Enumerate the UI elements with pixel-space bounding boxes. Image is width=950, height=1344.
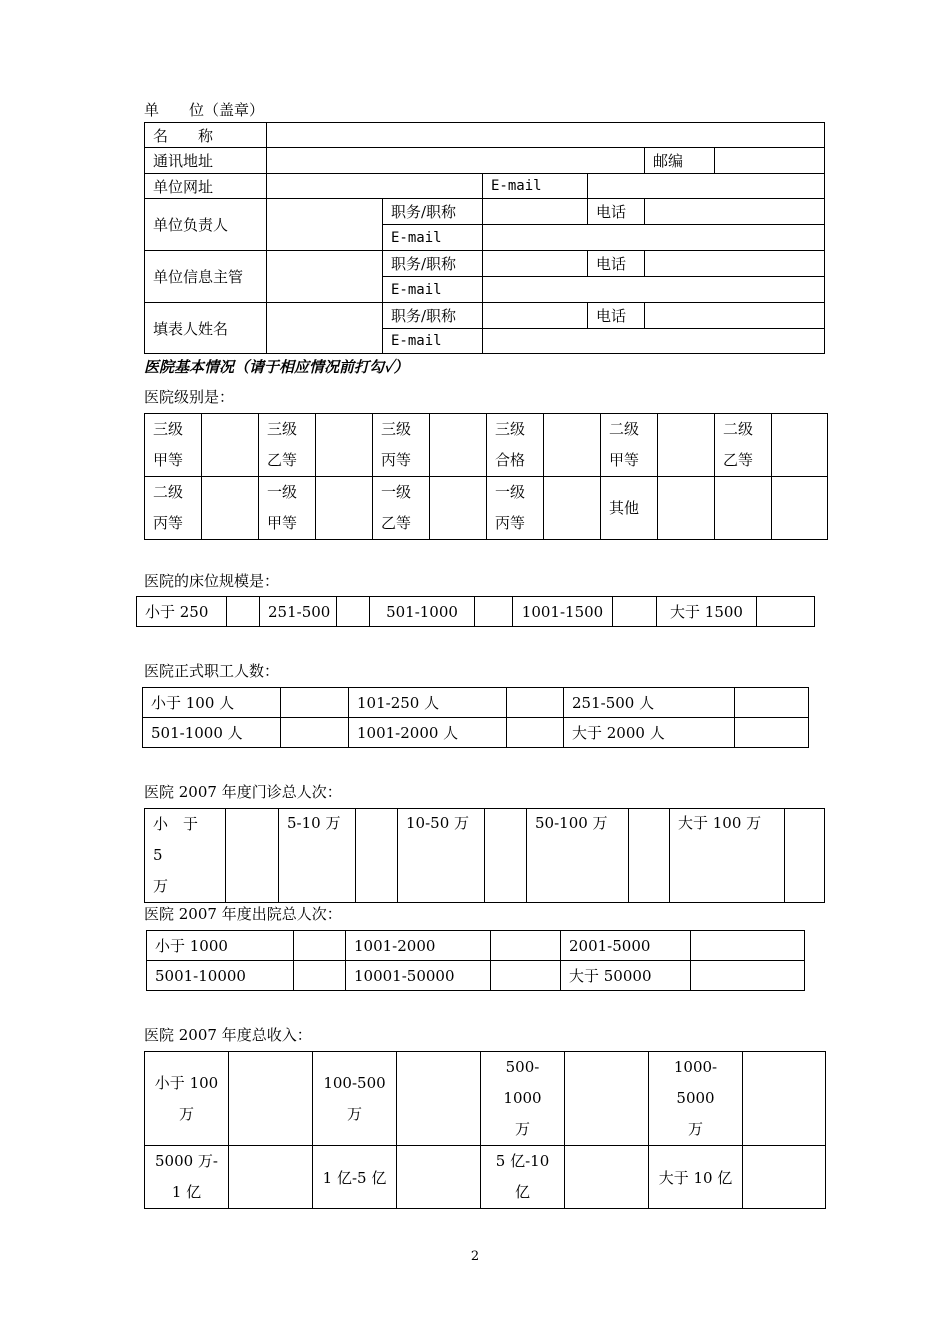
- filler-email-field[interactable]: [483, 329, 825, 354]
- beds-option-label: 小于 250: [137, 597, 227, 627]
- address-label: 通讯地址: [145, 148, 267, 174]
- staff-question: 医院正式职工人数：: [144, 662, 280, 680]
- revenue-checkbox[interactable]: [743, 1052, 826, 1146]
- beds-checkbox[interactable]: [475, 597, 513, 627]
- level-option-label: 三级 丙等: [373, 414, 430, 477]
- postcode-label: 邮编: [645, 148, 715, 174]
- website-field[interactable]: [267, 174, 483, 199]
- level-option-label: 二级 乙等: [715, 414, 772, 477]
- outpatient-checkbox[interactable]: [629, 809, 670, 903]
- level-table: [144, 413, 828, 540]
- level-checkbox[interactable]: [202, 477, 259, 540]
- outpatient-option-label: 小 于 5 万: [145, 809, 226, 903]
- it-head-position-label: 职务/职称: [383, 251, 483, 277]
- revenue-checkbox[interactable]: [565, 1052, 649, 1146]
- filler-label: 填表人姓名: [145, 303, 267, 354]
- discharge-option-label: 1001-2000: [346, 931, 491, 961]
- outpatient-checkbox[interactable]: [356, 809, 398, 903]
- revenue-option-label: 小于 100 万: [145, 1052, 229, 1146]
- contact-table: [144, 122, 825, 354]
- discharge-checkbox[interactable]: [491, 961, 561, 991]
- outpatient-table: [144, 808, 825, 903]
- level-question: 医院级别是：: [144, 388, 235, 406]
- beds-option-label: 251-500: [260, 597, 337, 627]
- revenue-question: 医院 2007 年度总收入：: [144, 1026, 312, 1044]
- staff-table: [142, 687, 809, 748]
- outpatient-question: 医院 2007 年度门诊总人次：: [144, 783, 342, 801]
- discharge-option-label: 2001-5000: [561, 931, 691, 961]
- outpatient-checkbox[interactable]: [485, 809, 527, 903]
- leader-phone-field[interactable]: [645, 199, 825, 225]
- revenue-table: [144, 1051, 826, 1209]
- address-field[interactable]: [267, 148, 645, 174]
- page-number: 2: [470, 1249, 480, 1264]
- it-head-name-field[interactable]: [267, 251, 383, 303]
- filler-position-label: 职务/职称: [383, 303, 483, 329]
- email-field[interactable]: [588, 174, 825, 199]
- revenue-checkbox[interactable]: [397, 1146, 481, 1209]
- level-checkbox[interactable]: [316, 477, 373, 540]
- beds-checkbox[interactable]: [227, 597, 260, 627]
- level-checkbox[interactable]: [430, 414, 487, 477]
- level-option-label: 三级 乙等: [259, 414, 316, 477]
- staff-option-label: 大于 2000 人: [564, 718, 735, 748]
- discharge-checkbox[interactable]: [294, 931, 346, 961]
- filler-email-label: E-mail: [383, 329, 483, 354]
- staff-checkbox[interactable]: [507, 718, 564, 748]
- outpatient-option-label: 5-10 万: [279, 809, 356, 903]
- discharge-checkbox[interactable]: [691, 931, 805, 961]
- staff-checkbox[interactable]: [735, 688, 809, 718]
- it-head-phone-label: 电话: [588, 251, 645, 277]
- revenue-option-label: 大于 10 亿: [649, 1146, 743, 1209]
- beds-option-label: 501-1000: [370, 597, 475, 627]
- postcode-field[interactable]: [715, 148, 825, 174]
- level-option-label: 三级 合格: [487, 414, 544, 477]
- outpatient-option-label: 50-100 万: [527, 809, 629, 903]
- leader-label: 单位负责人: [145, 199, 267, 251]
- staff-checkbox[interactable]: [281, 718, 349, 748]
- discharge-option-label: 5001-10000: [147, 961, 294, 991]
- it-head-email-field[interactable]: [483, 277, 825, 303]
- level-option-label: 三级 甲等: [145, 414, 202, 477]
- staff-option-label: 251-500 人: [564, 688, 735, 718]
- revenue-checkbox[interactable]: [397, 1052, 481, 1146]
- revenue-option-label: 500-1000 万: [481, 1052, 565, 1146]
- beds-option-label: 大于 1500: [657, 597, 757, 627]
- staff-checkbox[interactable]: [735, 718, 809, 748]
- level-checkbox[interactable]: [202, 414, 259, 477]
- discharge-checkbox[interactable]: [294, 961, 346, 991]
- revenue-option-label: 100-500 万: [313, 1052, 397, 1146]
- name-field[interactable]: [267, 123, 825, 148]
- basic-info-heading: 医院基本情况（请于相应情况前打勾✓）: [144, 358, 409, 376]
- staff-option-label: 101-250 人: [349, 688, 507, 718]
- beds-checkbox[interactable]: [613, 597, 657, 627]
- staff-option-label: 1001-2000 人: [349, 718, 507, 748]
- leader-email-label: E-mail: [383, 225, 483, 251]
- it-head-phone-field[interactable]: [645, 251, 825, 277]
- level-option-label: 二级 丙等: [145, 477, 202, 540]
- level-checkbox[interactable]: [544, 414, 601, 477]
- filler-phone-field[interactable]: [645, 303, 825, 329]
- outpatient-option-label: 10-50 万: [398, 809, 485, 903]
- beds-question: 医院的床位规模是：: [144, 572, 280, 590]
- beds-checkbox[interactable]: [757, 597, 815, 627]
- leader-position-field[interactable]: [483, 199, 588, 225]
- level-option-label: 一级 乙等: [373, 477, 430, 540]
- name-label: 名 称: [145, 123, 267, 148]
- revenue-checkbox[interactable]: [743, 1146, 826, 1209]
- outpatient-checkbox[interactable]: [785, 809, 825, 903]
- level-checkbox[interactable]: [658, 477, 715, 540]
- website-label: 单位网址: [145, 174, 267, 199]
- level-empty-cell: [772, 477, 828, 540]
- staff-checkbox[interactable]: [281, 688, 349, 718]
- staff-option-label: 小于 100 人: [143, 688, 281, 718]
- filler-position-field[interactable]: [483, 303, 588, 329]
- beds-checkbox[interactable]: [337, 597, 370, 627]
- leader-name-field[interactable]: [267, 199, 383, 251]
- revenue-checkbox[interactable]: [565, 1146, 649, 1209]
- unit-header: 单 位（盖章）: [144, 101, 265, 119]
- it-head-label: 单位信息主管: [145, 251, 267, 303]
- discharge-table: [146, 930, 805, 991]
- leader-email-field[interactable]: [483, 225, 825, 251]
- level-option-label: 一级 甲等: [259, 477, 316, 540]
- it-head-position-field[interactable]: [483, 251, 588, 277]
- outpatient-checkbox[interactable]: [226, 809, 279, 903]
- discharge-question: 医院 2007 年度出院总人次：: [144, 905, 342, 923]
- revenue-option-label: 1 亿-5 亿: [313, 1146, 397, 1209]
- level-checkbox[interactable]: [316, 414, 373, 477]
- discharge-option-label: 小于 1000: [147, 931, 294, 961]
- revenue-option-label: 1000-5000 万: [649, 1052, 743, 1146]
- discharge-option-label: 10001-50000: [346, 961, 491, 991]
- revenue-option-label: 5000 万- 1 亿: [145, 1146, 229, 1209]
- it-head-email-label: E-mail: [383, 277, 483, 303]
- revenue-option-label: 5 亿-10 亿: [481, 1146, 565, 1209]
- discharge-option-label: 大于 50000: [561, 961, 691, 991]
- level-option-label: 二级 甲等: [601, 414, 658, 477]
- revenue-checkbox[interactable]: [229, 1052, 313, 1146]
- discharge-checkbox[interactable]: [691, 961, 805, 991]
- leader-phone-label: 电话: [588, 199, 645, 225]
- staff-option-label: 501-1000 人: [143, 718, 281, 748]
- discharge-checkbox[interactable]: [491, 931, 561, 961]
- outpatient-option-label: 大于 100 万: [670, 809, 785, 903]
- level-checkbox[interactable]: [658, 414, 715, 477]
- level-checkbox[interactable]: [430, 477, 487, 540]
- filler-name-field[interactable]: [267, 303, 383, 354]
- leader-position-label: 职务/职称: [383, 199, 483, 225]
- revenue-checkbox[interactable]: [229, 1146, 313, 1209]
- level-option-label: 其他: [601, 477, 658, 540]
- level-checkbox[interactable]: [544, 477, 601, 540]
- email-label: E-mail: [483, 174, 588, 199]
- level-checkbox[interactable]: [772, 414, 828, 477]
- beds-option-label: 1001-1500: [513, 597, 613, 627]
- level-option-label: 一级 丙等: [487, 477, 544, 540]
- level-empty-cell: [715, 477, 772, 540]
- filler-phone-label: 电话: [588, 303, 645, 329]
- staff-checkbox[interactable]: [507, 688, 564, 718]
- beds-table: [136, 596, 815, 627]
